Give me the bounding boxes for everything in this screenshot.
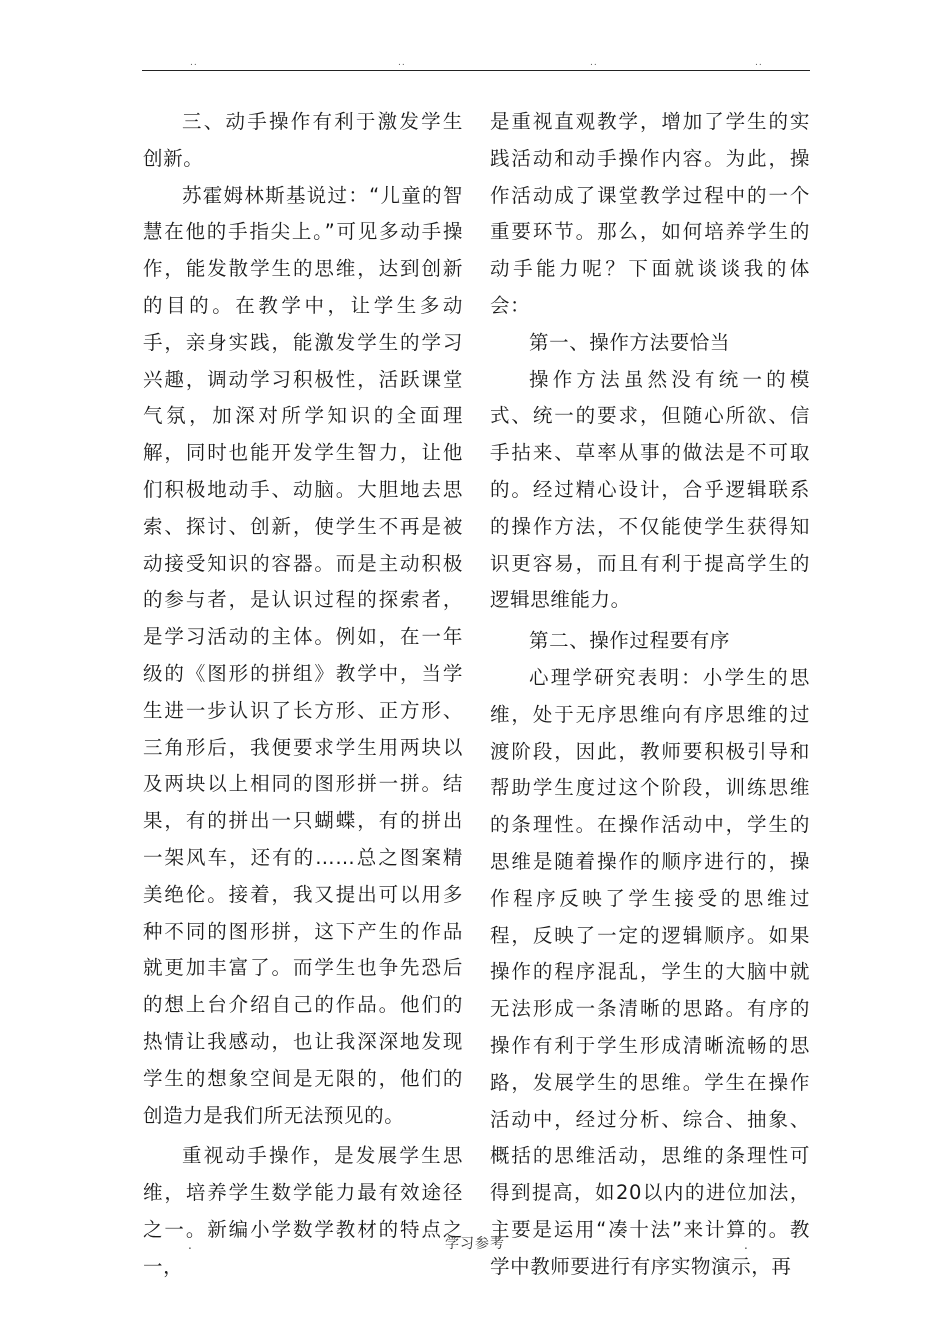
header-mark: ..: [590, 58, 598, 68]
left-column: [143, 104, 463, 1286]
footer-mark: .: [188, 1238, 192, 1252]
body-paragraph: 操作方法虽然没有统一的模式、统一的要求，但随心所欲、信手拈来、草率从事的做法是不可取的。经过精心设计，合乎逻辑联系的操作方法，不仅能使学生获得知识更容易，而且有利于提高学生的逻辑思维能力。: [490, 367, 810, 612]
right-column: [490, 104, 810, 1286]
header-mark: ..: [190, 58, 198, 68]
section-heading: 三、动手操作有利于激发学生创新。: [143, 110, 463, 170]
footer-mark: .: [744, 1238, 748, 1252]
subsection-heading: 第一、操作方法要恰当: [529, 330, 731, 354]
footer-text: 学习参考: [445, 1236, 505, 1252]
header-mark: ..: [398, 58, 406, 68]
body-paragraph: 苏霍姆林斯基说过：“儿童的智慧在他的手指尖上。”可见多动手操作，能发散学生的思维，达到创新的目的。在教学中，让学生多动手，亲身实践，能激发学生的学习兴趣，调动学习积极性，活跃课堂气氛，加深对所学知识的全面理解，同时也能开发学生智力，让他们积极地动手、动脑。大胆地去思索、探讨、创新，使学生不再是被动接受知识的容器。而是主动积极的参与者，是认识过程的探索者，是学习活动的主体。例如，在一年级的《图形的拼组》教学中，当学生进一步认识了长方形、正方形、三角形后，我便要求学生用两块以及两块以上相同的图形拼一拼。结果，有的拼出一只蝴蝶，有的拼出一架风车，还有的……总之图案精美绝伦。接着，我又提出可以用多种不同的图形拼，这下产生的作品就更加丰富了。而学生也争先恐后的想上台介绍自己的作品。他们的热情让我感动，也让我深深地发现学生的想象空间是无限的，他们的创造力是我们所无法预见的。: [143, 183, 463, 1127]
body-paragraph: 是重视直观教学，增加了学生的实践活动和动手操作内容。为此，操作活动成了课堂教学过程中的一个重要环节。那么，如何培养学生的动手能力呢？下面就谈谈我的体会：: [490, 110, 810, 317]
body-paragraph: 心理学研究表明：小学生的思维，处于无序思维向有序思维的过渡阶段，因此，教师要积极引导和帮助学生度过这个阶段，训练思维的条理性。在操作活动中，学生的思维是随着操作的顺序进行的，操作程序反映了学生接受的思维过程，反映了一定的逻辑顺序。如果操作的程序混乱，学生的大脑中就无法形成一条清晰的思路。有序的操作有利于学生形成清晰流畅的思路，发展学生的思维。学生在操作活动中，经过分析、综合、抽象、概括的思维活动，思维的条理性可得到提高，如20以内的进位加法，主要是运用“凑十法”来计算的。教学中教师要进行有序实物演示，再: [490, 665, 810, 1278]
body-paragraph: 重视动手操作，是发展学生思维，培养学生数学能力最有效途径之一。新编小学数学教材的特点之一，: [143, 1144, 463, 1278]
subsection-heading: 第二、操作过程要有序: [529, 629, 731, 653]
header-rule: [142, 70, 810, 71]
header-mark: ..: [755, 58, 763, 68]
